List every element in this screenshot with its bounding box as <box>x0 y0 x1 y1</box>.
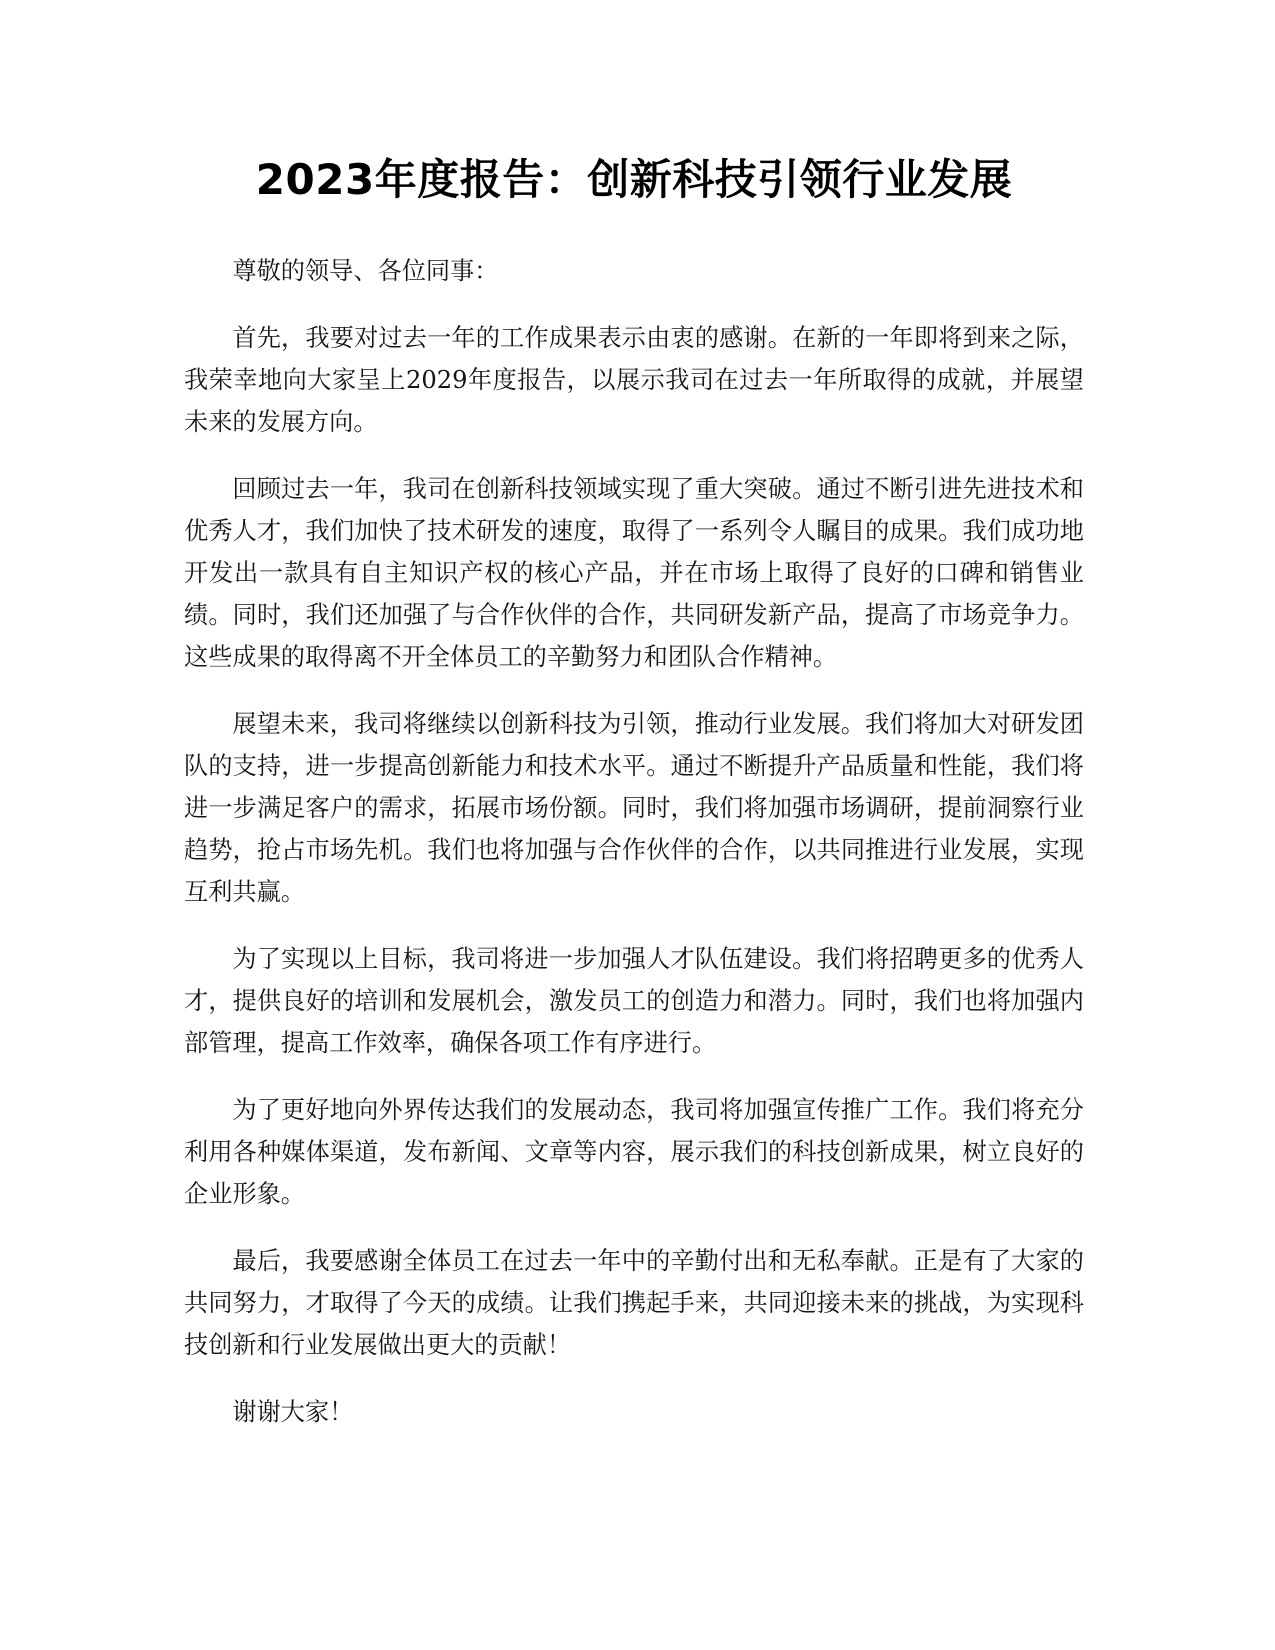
paragraph-outlook: 展望未来，我司将继续以创新科技为引领，推动行业发展。我们将加大对研发团队的支持，进一步提高创新能力和技术水平。通过不断提升产品质量和性能，我们将进一步满足客户的需求，拓展市场份额。同时，我们将加强市场调研，提前洞察行业趋势，抢占市场先机。我们也将加强与合作伙伴的合作，以共同推进行业发展，实现互利共赢。 <box>184 710 1084 906</box>
closing-line: 谢谢大家！ <box>232 1398 354 1426</box>
paragraph-talent: 为了实现以上目标，我司将进一步加强人才队伍建设。我们将招聘更多的优秀人才，提供良好的培训和发展机会，激发员工的创造力和潜力。同时，我们也将加强内部管理，提高工作效率，确保各项工作有序进行。 <box>184 945 1084 1057</box>
salutation: 尊敬的领导、各位同事： <box>232 257 499 285</box>
paragraph-review: 回顾过去一年，我司在创新科技领域实现了重大突破。通过不断引进先进技术和优秀人才，我们加快了技术研发的速度，取得了一系列令人瞩目的成果。我们成功地开发出一款具有自主知识产权的核心产品，并在市场上取得了良好的口碑和销售业绩。同时，我们还加强了与合作伙伴的合作，共同研发新产品，提高了市场竞争力。这些成果的取得离不开全体员工的辛勤努力和团队合作精神。 <box>184 475 1084 671</box>
document-title: 2023年度报告：创新科技引领行业发展 <box>255 155 1013 204</box>
paragraph-publicity: 为了更好地向外界传达我们的发展动态，我司将加强宣传推广工作。我们将充分利用各种媒体渠道，发布新闻、文章等内容，展示我们的科技创新成果，树立良好的企业形象。 <box>184 1096 1084 1208</box>
paragraph-introduction: 首先，我要对过去一年的工作成果表示由衷的感谢。在新的一年即将到来之际，我荣幸地向大家呈上2029年度报告，以展示我司在过去一年所取得的成就，并展望未来的发展方向。 <box>184 324 1084 436</box>
document-page <box>184 150 1084 1458</box>
paragraph-thanks: 最后，我要感谢全体员工在过去一年中的辛勤付出和无私奉献。正是有了大家的共同努力，才取得了今天的成绩。让我们携起手来，共同迎接未来的挑战，为实现科技创新和行业发展做出更大的贡献！ <box>184 1247 1084 1359</box>
